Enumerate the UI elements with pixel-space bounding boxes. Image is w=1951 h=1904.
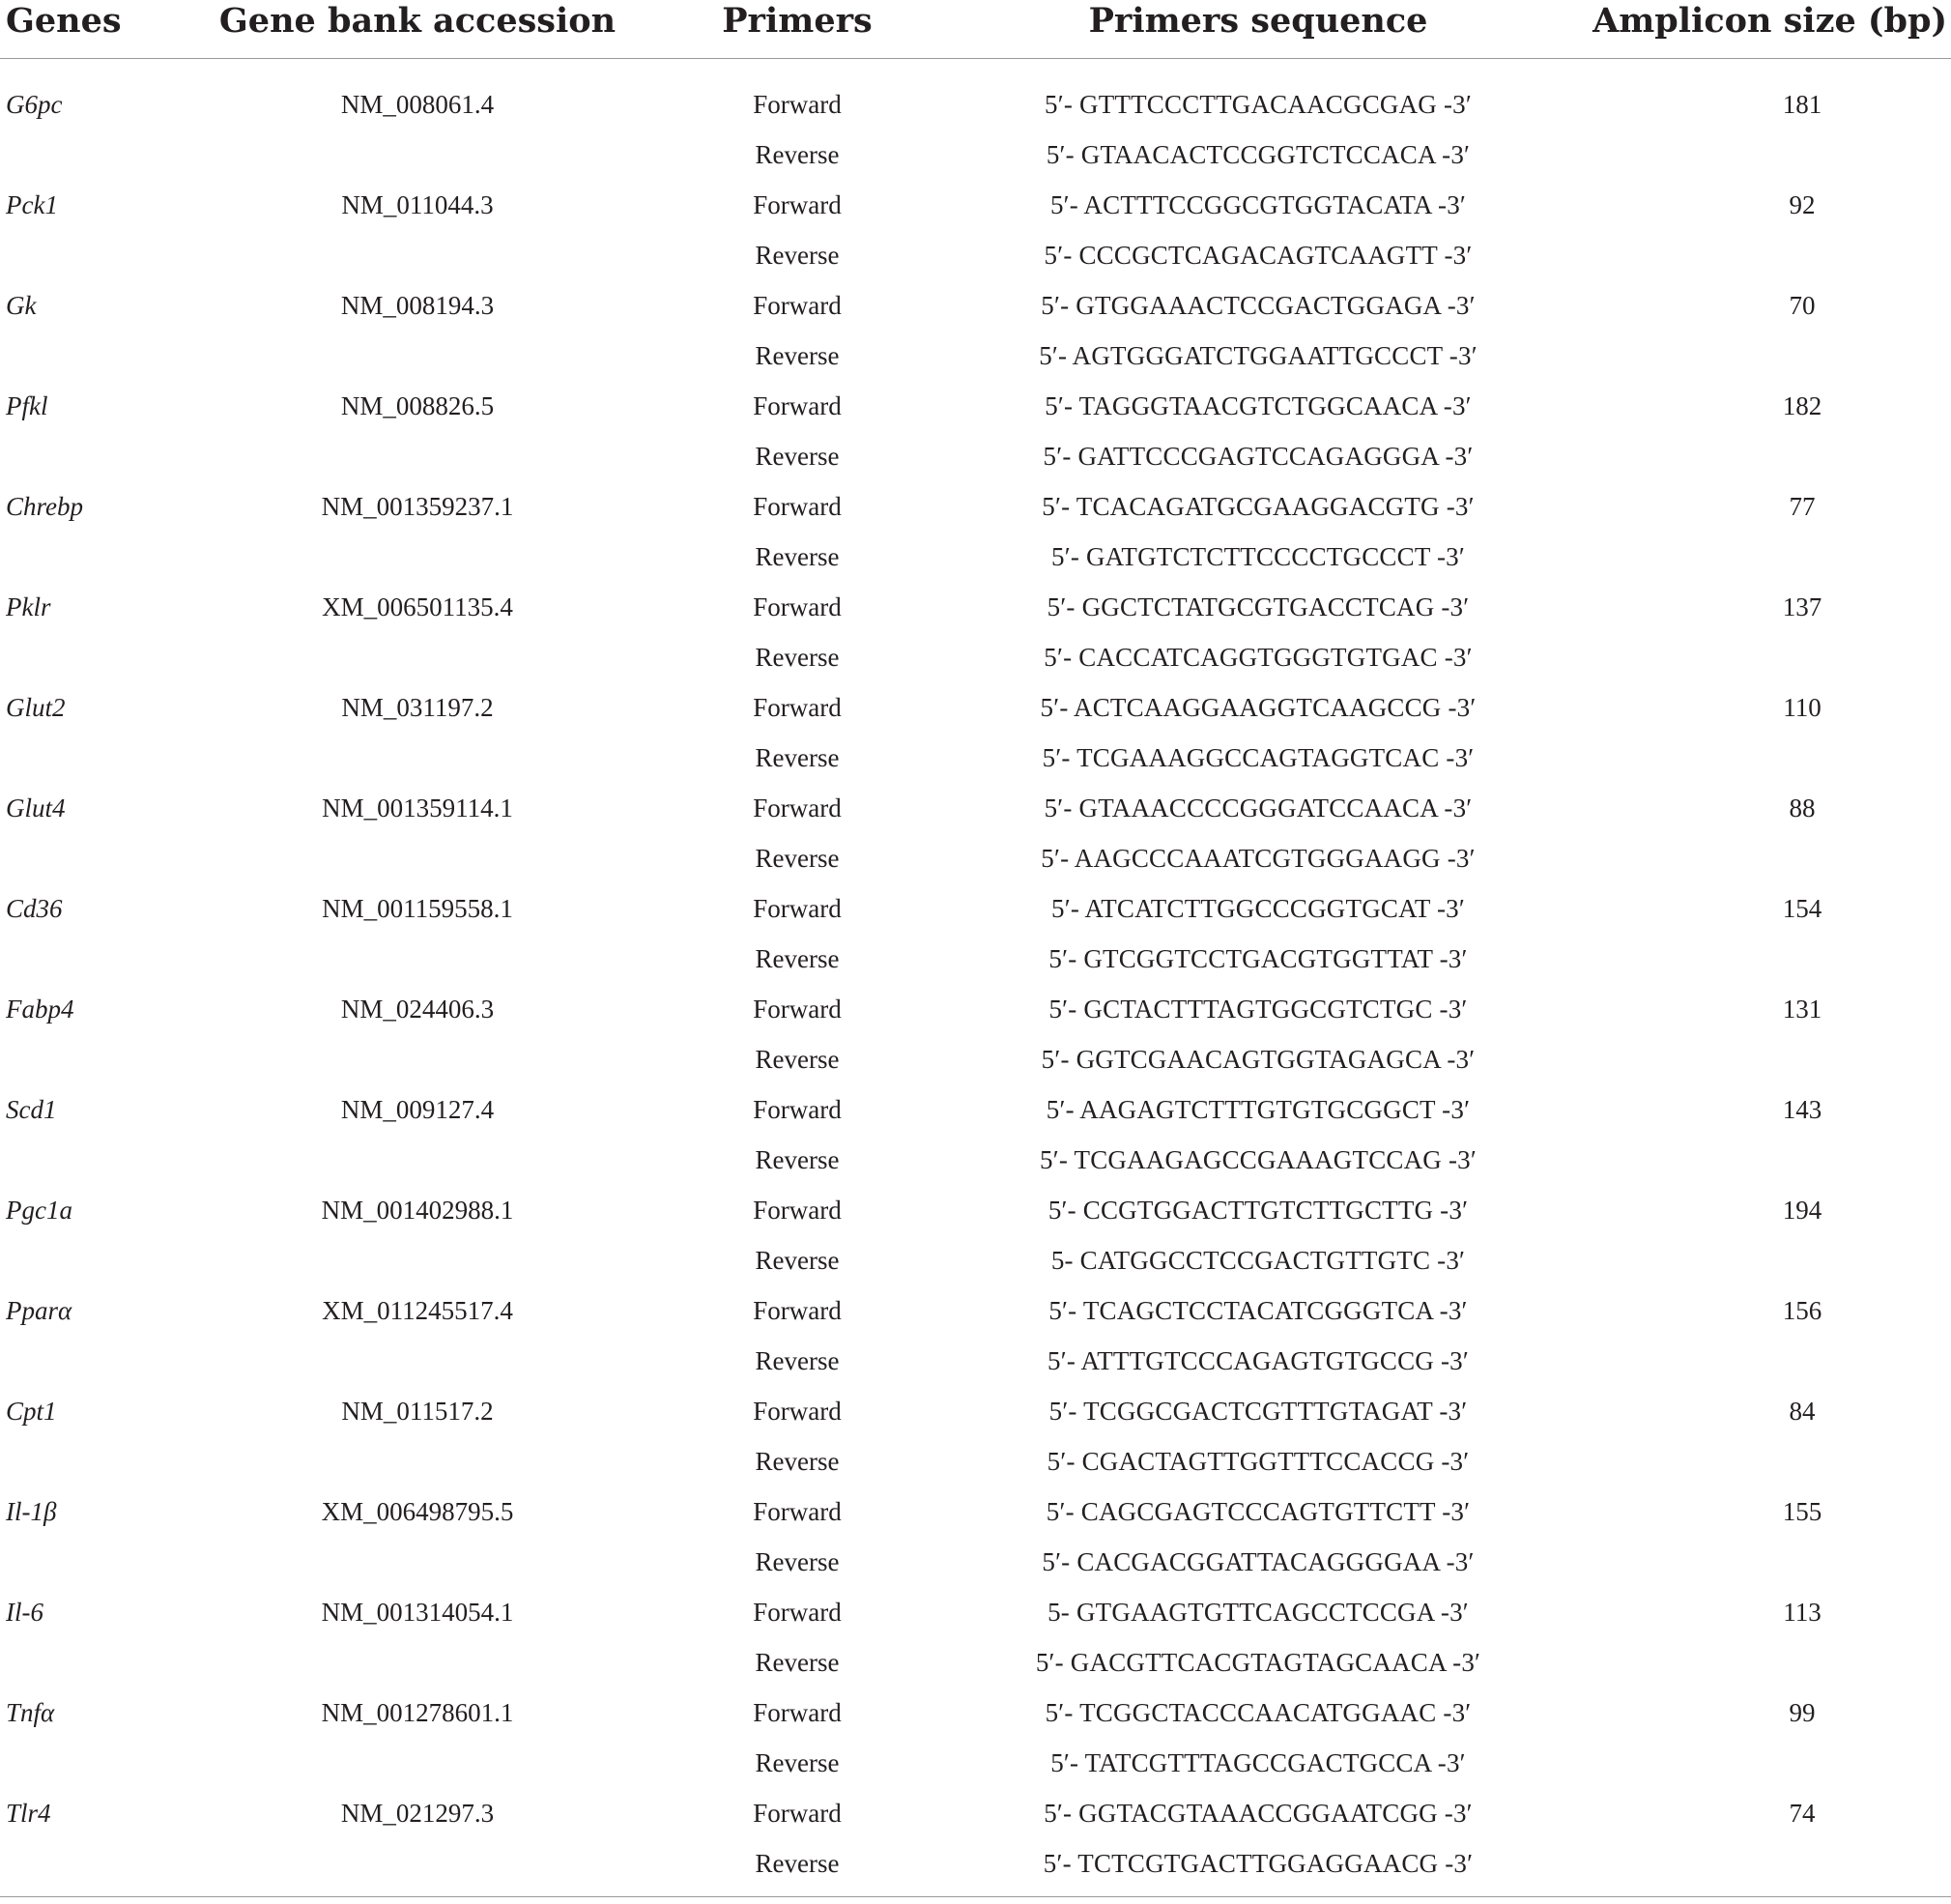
table-row-forward bbox=[0, 180, 1951, 230]
amplicon-size: 182 bbox=[1782, 391, 1822, 420]
table-row-reverse bbox=[0, 1436, 1951, 1486]
amplicon-size: 113 bbox=[1783, 1598, 1822, 1627]
reverse-primer-sequence: 5′- AAGCCCAAATCGTGGGAAGG -3′ bbox=[1041, 844, 1476, 873]
table-row-forward bbox=[0, 381, 1951, 431]
primer-direction: Forward bbox=[753, 291, 842, 320]
reverse-primer-sequence: 5′- ATTTGTCCCAGAGTGTGCCG -3′ bbox=[1047, 1346, 1469, 1375]
gene-bank-accession: XM_011245517.4 bbox=[322, 1296, 513, 1325]
primer-direction: Reverse bbox=[755, 1447, 840, 1476]
forward-primer-sequence: 5- GTGAAGTGTTCAGCCTCCGA -3′ bbox=[1047, 1598, 1469, 1627]
primer-direction: Reverse bbox=[755, 241, 840, 270]
gene-bank-accession: NM_001359114.1 bbox=[322, 793, 513, 822]
table-row-forward bbox=[0, 1285, 1951, 1336]
gene-bank-accession: NM_011044.3 bbox=[341, 190, 494, 219]
primer-direction: Forward bbox=[753, 492, 842, 521]
gene-bank-accession: NM_011517.2 bbox=[341, 1397, 494, 1426]
primer-direction: Forward bbox=[753, 1598, 842, 1627]
primer-direction: Forward bbox=[753, 1196, 842, 1225]
forward-primer-sequence: 5′- GTGGAAACTCCGACTGGAGA -3′ bbox=[1041, 291, 1476, 320]
amplicon-size: 137 bbox=[1782, 592, 1822, 621]
table-row-reverse bbox=[0, 1838, 1951, 1889]
primer-direction: Reverse bbox=[755, 643, 840, 672]
header-accession: Gene bank accession bbox=[218, 1, 617, 41]
primer-direction: Reverse bbox=[755, 1246, 840, 1275]
primer-direction: Reverse bbox=[755, 844, 840, 873]
amplicon-size: 88 bbox=[1789, 793, 1816, 822]
table-row-forward bbox=[0, 481, 1951, 532]
primer-direction: Forward bbox=[753, 1296, 842, 1325]
gene-name: Glut2 bbox=[6, 693, 66, 722]
gene-name: Pparα bbox=[6, 1296, 72, 1325]
table-row-forward bbox=[0, 1486, 1951, 1537]
table-row-reverse bbox=[0, 130, 1951, 180]
table-row-reverse bbox=[0, 1235, 1951, 1285]
gene-name: Pgc1a bbox=[6, 1196, 72, 1225]
table-row-forward bbox=[0, 1084, 1951, 1135]
gene-name: Cpt1 bbox=[6, 1397, 57, 1426]
reverse-primer-sequence: 5- CATGGCCTCCGACTGTTGTC -3′ bbox=[1050, 1246, 1466, 1275]
amplicon-size: 131 bbox=[1782, 995, 1822, 1024]
amplicon-size: 154 bbox=[1782, 894, 1822, 923]
forward-primer-sequence: 5′- GTAAACCCCGGGATCCAACA -3′ bbox=[1044, 793, 1473, 822]
reverse-primer-sequence: 5′- TCTCGTGACTTGGAGGAACG -3′ bbox=[1043, 1849, 1474, 1878]
table-bottom-rule bbox=[0, 1896, 1951, 1897]
forward-primer-sequence: 5′- CAGCGAGTCCCAGTGTTCTT -3′ bbox=[1046, 1497, 1471, 1526]
table-row-forward bbox=[0, 783, 1951, 833]
table-row-forward bbox=[0, 280, 1951, 331]
forward-primer-sequence: 5′- TCGGCGACTCGTTTGTAGAT -3′ bbox=[1048, 1397, 1468, 1426]
gene-bank-accession: NM_031197.2 bbox=[341, 693, 494, 722]
table-row-reverse bbox=[0, 1637, 1951, 1688]
gene-name: Tlr4 bbox=[6, 1799, 51, 1828]
reverse-primer-sequence: 5′- TATCGTTTAGCCGACTGCCA -3′ bbox=[1050, 1748, 1466, 1777]
amplicon-size: 84 bbox=[1789, 1397, 1816, 1426]
primer-direction: Forward bbox=[753, 1799, 842, 1828]
forward-primer-sequence: 5′- GCTACTTTAGTGGCGTCTGC -3′ bbox=[1048, 995, 1468, 1024]
reverse-primer-sequence: 5′- TCGAAGAGCCGAAAGTCCAG -3′ bbox=[1040, 1145, 1477, 1174]
gene-name: Il-6 bbox=[6, 1598, 43, 1627]
primer-direction: Reverse bbox=[755, 743, 840, 772]
table-row-forward bbox=[0, 1185, 1951, 1235]
amplicon-size: 155 bbox=[1782, 1497, 1822, 1526]
primer-direction: Reverse bbox=[755, 1145, 840, 1174]
forward-primer-sequence: 5′- GTTTCCCTTGACAACGCGAG -3′ bbox=[1045, 90, 1472, 119]
gene-name: Il-1β bbox=[6, 1497, 57, 1526]
reverse-primer-sequence: 5′- GATGTCTCTTCCCCTGCCCT -3′ bbox=[1051, 542, 1465, 571]
amplicon-size: 92 bbox=[1789, 190, 1816, 219]
table-row-forward bbox=[0, 1688, 1951, 1738]
forward-primer-sequence: 5′- TCACAGATGCGAAGGACGTG -3′ bbox=[1042, 492, 1475, 521]
primer-direction: Reverse bbox=[755, 944, 840, 973]
table-row-forward bbox=[0, 79, 1951, 130]
table-row-forward bbox=[0, 1788, 1951, 1838]
gene-bank-accession: NM_001359237.1 bbox=[321, 492, 514, 521]
primer-direction: Forward bbox=[753, 1497, 842, 1526]
forward-primer-sequence: 5′- ACTTTCCGGCGTGGTACATA -3′ bbox=[1049, 190, 1467, 219]
table-row-reverse bbox=[0, 1034, 1951, 1084]
primer-direction: Reverse bbox=[755, 1346, 840, 1375]
primer-direction: Forward bbox=[753, 1095, 842, 1124]
table-row-forward bbox=[0, 984, 1951, 1034]
amplicon-size: 77 bbox=[1789, 492, 1816, 521]
reverse-primer-sequence: 5′- GTCGGTCCTGACGTGGTTAT -3′ bbox=[1048, 944, 1468, 973]
forward-primer-sequence: 5′- TCAGCTCCTACATCGGGTCA -3′ bbox=[1048, 1296, 1468, 1325]
primer-direction: Reverse bbox=[755, 1045, 840, 1074]
gene-bank-accession: NM_001278601.1 bbox=[321, 1698, 514, 1727]
gene-name: Gk bbox=[6, 291, 37, 320]
gene-name: Pklr bbox=[6, 592, 51, 621]
table-row-forward bbox=[0, 682, 1951, 733]
primer-direction: Reverse bbox=[755, 1748, 840, 1777]
primer-direction: Forward bbox=[753, 190, 842, 219]
forward-primer-sequence: 5′- ACTCAAGGAAGGTCAAGCCG -3′ bbox=[1040, 693, 1477, 722]
gene-bank-accession: NM_024406.3 bbox=[340, 995, 495, 1024]
primer-direction: Reverse bbox=[755, 341, 840, 370]
forward-primer-sequence: 5′- CCGTGGACTTGTCTTGCTTG -3′ bbox=[1047, 1196, 1469, 1225]
header-amplicon-size: Amplicon size (bp) bbox=[1592, 1, 1947, 41]
table-row-reverse bbox=[0, 1135, 1951, 1185]
header-primers: Primers bbox=[722, 1, 873, 41]
reverse-primer-sequence: 5′- CCCGCTCAGACAGTCAAGTT -3′ bbox=[1044, 241, 1473, 270]
primer-direction: Reverse bbox=[755, 542, 840, 571]
gene-bank-accession: NM_001159558.1 bbox=[322, 894, 513, 923]
amplicon-size: 70 bbox=[1789, 291, 1816, 320]
forward-primer-sequence: 5′- TAGGGTAACGTCTGGCAACA -3′ bbox=[1045, 391, 1472, 420]
primer-direction: Forward bbox=[753, 995, 842, 1024]
forward-primer-sequence: 5′- GGTACGTAAACCGGAATCGG -3′ bbox=[1044, 1799, 1473, 1828]
reverse-primer-sequence: 5′- TCGAAAGGCCAGTAGGTCAC -3′ bbox=[1042, 743, 1475, 772]
gene-name: Pck1 bbox=[6, 190, 58, 219]
table-row-reverse bbox=[0, 532, 1951, 582]
amplicon-size: 194 bbox=[1782, 1196, 1822, 1225]
table-row-forward bbox=[0, 883, 1951, 934]
table-row-reverse bbox=[0, 1738, 1951, 1788]
forward-primer-sequence: 5′- GGCTCTATGCGTGACCTCAG -3′ bbox=[1047, 592, 1470, 621]
table-row-forward bbox=[0, 1386, 1951, 1436]
reverse-primer-sequence: 5′- GACGTTCACGTAGTAGCAACA -3′ bbox=[1035, 1648, 1481, 1677]
gene-name: Chrebp bbox=[6, 492, 83, 521]
header-genes: Genes bbox=[6, 1, 122, 41]
forward-primer-sequence: 5′- ATCATCTTGGCCCGGTGCAT -3′ bbox=[1051, 894, 1465, 923]
table-row-reverse bbox=[0, 934, 1951, 984]
gene-name: Scd1 bbox=[6, 1095, 57, 1124]
amplicon-size: 143 bbox=[1782, 1095, 1822, 1124]
primer-direction: Forward bbox=[753, 391, 842, 420]
amplicon-size: 181 bbox=[1782, 90, 1822, 119]
reverse-primer-sequence: 5′- GTAACACTCCGGTCTCCACA -3′ bbox=[1046, 140, 1471, 169]
table-row-forward bbox=[0, 582, 1951, 632]
gene-name: Tnfα bbox=[6, 1698, 55, 1727]
amplicon-size: 99 bbox=[1789, 1698, 1816, 1727]
primer-direction: Reverse bbox=[755, 1648, 840, 1677]
primer-direction: Reverse bbox=[755, 1849, 840, 1878]
forward-primer-sequence: 5′- AAGAGTCTTTGTGTGCGGCT -3′ bbox=[1046, 1095, 1471, 1124]
table-row-reverse bbox=[0, 1537, 1951, 1587]
gene-bank-accession: NM_009127.4 bbox=[340, 1095, 495, 1124]
gene-bank-accession: XM_006498795.5 bbox=[321, 1497, 514, 1526]
gene-bank-accession: NM_001314054.1 bbox=[321, 1598, 514, 1627]
reverse-primer-sequence: 5′- GGTCGAACAGTGGTAGAGCA -3′ bbox=[1041, 1045, 1476, 1074]
table-row-reverse bbox=[0, 1336, 1951, 1386]
table-row-reverse bbox=[0, 833, 1951, 883]
reverse-primer-sequence: 5′- CACGACGGATTACAGGGGAA -3′ bbox=[1042, 1547, 1475, 1576]
reverse-primer-sequence: 5′- CGACTAGTTGGTTTCCACCG -3′ bbox=[1047, 1447, 1470, 1476]
gene-name: G6pc bbox=[6, 90, 63, 119]
reverse-primer-sequence: 5′- AGTGGGATCTGGAATTGCCCT -3′ bbox=[1039, 341, 1478, 370]
amplicon-size: 74 bbox=[1789, 1799, 1816, 1828]
table-row-reverse bbox=[0, 230, 1951, 280]
table-row-forward bbox=[0, 1587, 1951, 1637]
header-sequence: Primers sequence bbox=[1088, 1, 1428, 41]
gene-name: Fabp4 bbox=[6, 995, 74, 1024]
primer-direction: Forward bbox=[753, 592, 842, 621]
amplicon-size: 110 bbox=[1783, 693, 1822, 722]
gene-bank-accession: NM_021297.3 bbox=[340, 1799, 495, 1828]
primer-direction: Forward bbox=[753, 1698, 842, 1727]
reverse-primer-sequence: 5′- GATTCCCGAGTCCAGAGGGA -3′ bbox=[1043, 442, 1474, 471]
gene-bank-accession: XM_006501135.4 bbox=[322, 592, 513, 621]
gene-name: Glut4 bbox=[6, 793, 66, 822]
table-row-reverse bbox=[0, 632, 1951, 682]
primer-direction: Reverse bbox=[755, 140, 840, 169]
gene-name: Cd36 bbox=[6, 894, 63, 923]
gene-name: Pfkl bbox=[6, 391, 48, 420]
primer-direction: Forward bbox=[753, 1397, 842, 1426]
table-row-reverse bbox=[0, 733, 1951, 783]
primer-direction: Forward bbox=[753, 793, 842, 822]
primer-direction: Forward bbox=[753, 90, 842, 119]
gene-bank-accession: NM_008061.4 bbox=[340, 90, 495, 119]
gene-bank-accession: NM_008826.5 bbox=[340, 391, 495, 420]
primer-direction: Forward bbox=[753, 894, 842, 923]
table-row-reverse bbox=[0, 431, 1951, 481]
primer-direction: Reverse bbox=[755, 1547, 840, 1576]
gene-bank-accession: NM_001402988.1 bbox=[321, 1196, 514, 1225]
forward-primer-sequence: 5′- TCGGCTACCCAACATGGAAC -3′ bbox=[1045, 1698, 1472, 1727]
reverse-primer-sequence: 5′- CACCATCAGGTGGGTGTGAC -3′ bbox=[1044, 643, 1473, 672]
primer-direction: Reverse bbox=[755, 442, 840, 471]
header-divider bbox=[0, 58, 1951, 59]
gene-bank-accession: NM_008194.3 bbox=[340, 291, 495, 320]
primer-direction: Forward bbox=[753, 693, 842, 722]
amplicon-size: 156 bbox=[1782, 1296, 1822, 1325]
table-row-reverse bbox=[0, 331, 1951, 381]
